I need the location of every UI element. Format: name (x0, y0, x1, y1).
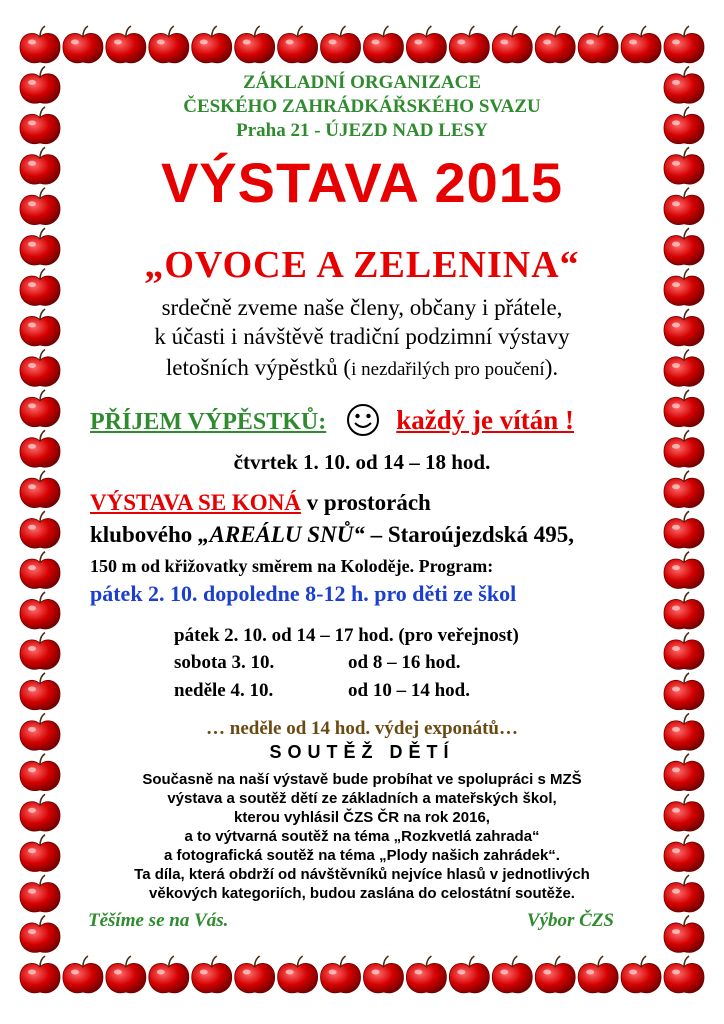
apple-icon (20, 633, 60, 670)
apple-icon (664, 269, 704, 306)
apple-icon (664, 916, 704, 953)
contest-line-6: Ta díla, která obdrží od návštěvníků nejvíce hlasů v jednotlivých (134, 866, 590, 883)
reception-row (90, 403, 670, 444)
apple-icon (664, 349, 704, 386)
apple-icon (20, 916, 60, 953)
schedule-time-3: od 10 – 14 hod. (348, 680, 470, 701)
apple-icon (20, 269, 60, 306)
apple-icon (20, 592, 60, 629)
apple-icon (664, 835, 704, 872)
apple-icon (20, 147, 60, 184)
exhibit-pickup: … neděle od 14 hod. výdej exponátů… (206, 718, 518, 739)
org-name-line2: ČESKÉHO ZAHRÁDKÁŘSKÉHO SVAZU (183, 96, 541, 117)
apple-icon (20, 430, 60, 467)
venue-directions: 150 m od křižovatky směrem na Koloděje. Program: (90, 556, 494, 576)
apple-icon (664, 430, 704, 467)
schedule-day-3: neděle 4. 10. (174, 680, 274, 701)
apple-icon (664, 107, 704, 144)
reception-time: čtvrtek 1. 10. od 14 – 18 hod. (233, 450, 491, 474)
schedule-day-1: pátek 2. 10. od 14 – 17 hod. (pro veřejnost) (174, 625, 519, 646)
apple-icon (20, 794, 60, 831)
apple-icon (20, 309, 60, 346)
apple-icon (20, 471, 60, 508)
venue-label: VÝSTAVA SE KONÁ (90, 490, 301, 515)
venue-line1: VÝSTAVA SE KONÁ v prostorách (90, 490, 431, 515)
contest-heading: SOUTĚŽ DĚTÍ (269, 742, 455, 762)
contest-line-5: a fotografická soutěž na téma „Plody našich zahrádek“. (164, 847, 560, 864)
apple-icon (664, 713, 704, 750)
invite-note: i nezdařilých pro poučení (351, 359, 545, 380)
apple-icon (20, 188, 60, 225)
apple-icon (20, 390, 60, 427)
schedule-day-2: sobota 3. 10. (174, 652, 275, 673)
contest-line-3: kterou vyhlásil ČZS ČR na rok 2016, (234, 809, 490, 826)
schedule-time-2: od 8 – 16 hod. (348, 652, 461, 673)
invite-line2: k účasti i návštěvě tradiční podzimní výstavy (154, 324, 570, 349)
venue-line2: klubového „AREÁLU SNŮ“ – Staroújezdská 495, (90, 522, 574, 547)
footer-greeting: Těšíme se na Vás. (88, 910, 229, 931)
invite-line3: letošních výpěstků (i nezdařilých pro poučení). (165, 355, 559, 380)
apple-icon (20, 835, 60, 872)
apple-icon (664, 188, 704, 225)
apple-icon (20, 875, 60, 912)
apple-icon (664, 26, 704, 63)
contest-line-2: výstava a soutěž dětí ze základních a mateřských škol, (167, 790, 557, 807)
reception-label: PŘÍJEM VÝPĚSTKŮ: (90, 409, 327, 436)
exhibition-subtitle: „OVOCE A ZELENINA“ (144, 244, 580, 286)
venue-place: „AREÁLU SNŮ“ (198, 522, 365, 547)
apple-icon (664, 794, 704, 831)
apple-icon (20, 713, 60, 750)
apple-icon (664, 673, 704, 710)
apple-icon (664, 875, 704, 912)
apple-icon (664, 754, 704, 791)
school-program: pátek 2. 10. dopoledne 8-12 h. pro děti ze škol (90, 581, 517, 606)
apple-icon (20, 552, 60, 589)
org-location: Praha 21 - ÚJEZD NAD LESY (236, 120, 488, 141)
apple-icon (664, 147, 704, 184)
apple-icon (20, 66, 60, 103)
apple-icon (664, 633, 704, 670)
apple-icon (20, 349, 60, 386)
apple-icon (664, 228, 704, 265)
welcome-text: každý je vítán ! (396, 405, 574, 436)
footer-signature: Výbor ČZS (526, 910, 614, 931)
apple-icon (20, 511, 60, 548)
apple-icon (20, 673, 60, 710)
contest-line-7: věkových kategoriích, budou zaslána do celostátní soutěže. (149, 885, 575, 902)
apple-icon (20, 754, 60, 791)
poster-content (70, 0, 654, 1024)
apple-icon (664, 956, 704, 993)
apple-icon (664, 390, 704, 427)
apple-icon (20, 228, 60, 265)
apple-icon (664, 66, 704, 103)
apple-icon (20, 956, 60, 993)
smiley-icon (346, 403, 380, 444)
contest-line-4: a to výtvarná soutěž na téma „Rozkvetlá zahrada“ (184, 828, 540, 845)
org-name-line1: ZÁKLADNÍ ORGANIZACE (242, 72, 482, 93)
exhibition-title: VÝSTAVA 2015 (160, 151, 564, 214)
apple-icon (20, 26, 60, 63)
apple-icon (664, 309, 704, 346)
contest-line-1: Současně na naší výstavě bude probíhat ve spolupráci s MZŠ (142, 771, 582, 788)
invite-line1: srdečně zveme naše členy, občany i přátele, (161, 295, 563, 320)
apple-icon (20, 107, 60, 144)
